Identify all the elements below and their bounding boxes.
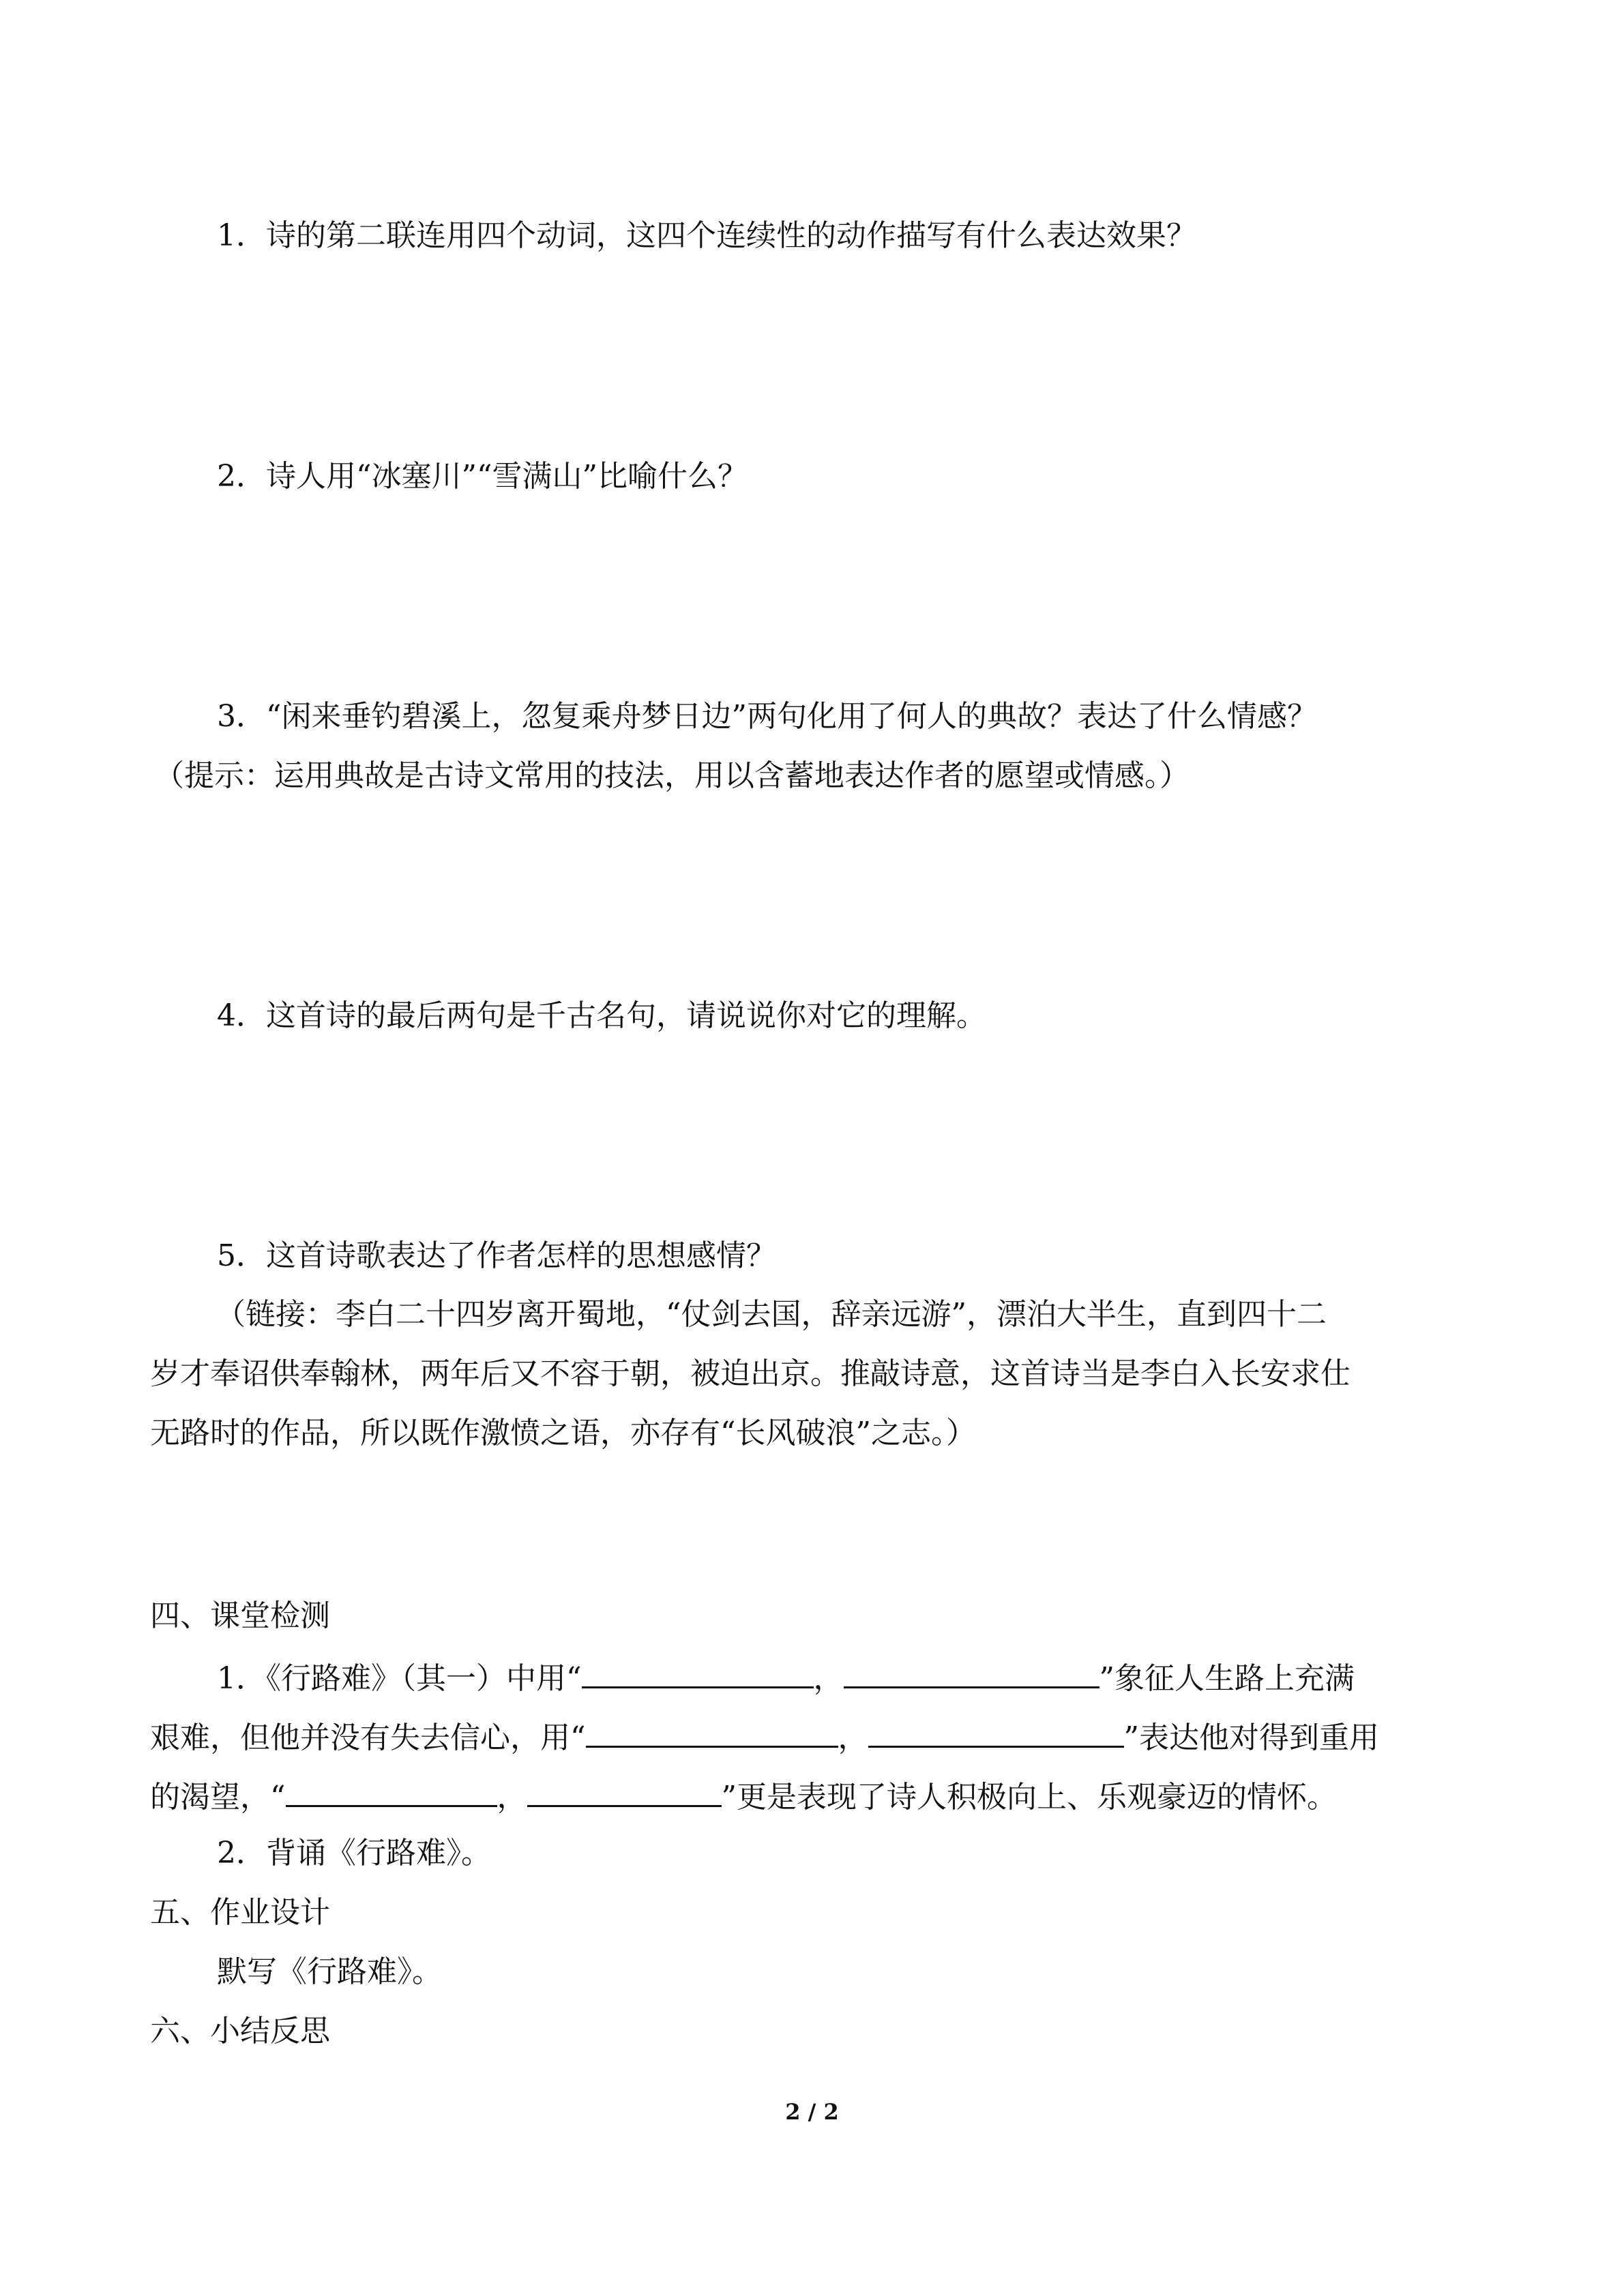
fill-separator: ， bbox=[813, 1661, 844, 1696]
answer-blank[interactable] bbox=[586, 1714, 838, 1748]
question-2: 2．诗人用“冰塞川”“雪满山”比喻什么？ bbox=[217, 459, 748, 494]
question-5-link-line-1: （链接：李白二十四岁离开蜀地，“仗剑去国，辞亲远游”，漂泊大半生，直到四十二 bbox=[216, 1297, 1327, 1332]
fill-text: ”表达他对得到重用 bbox=[1123, 1720, 1379, 1755]
answer-blank[interactable] bbox=[868, 1714, 1124, 1748]
fill-text: ”象征人生路上充满 bbox=[1099, 1661, 1355, 1696]
fill-text: 1．《行路难》（其一）中用“ bbox=[217, 1661, 582, 1696]
fill-text: 的渴望，“ bbox=[150, 1780, 286, 1815]
answer-blank[interactable] bbox=[582, 1655, 814, 1688]
question-4: 4．这首诗的最后两句是千古名句，请说说你对它的理解。 bbox=[217, 998, 986, 1033]
fill-in-item-1-line-2 bbox=[150, 1714, 1379, 1759]
fill-separator: ， bbox=[838, 1720, 868, 1755]
question-3-hint: （提示：运用典故是古诗文常用的技法，用以含蓄地表达作者的愿望或情感。） bbox=[154, 758, 1190, 793]
question-5-link-line-2: 岁才奉诏供奉翰林，两年后又不容于朝，被迫出京。推敲诗意，这首诗当是李白入长安求仕 bbox=[150, 1356, 1350, 1391]
fill-text: ”更是表现了诗人积极向上、乐观豪迈的情怀。 bbox=[721, 1780, 1337, 1815]
answer-blank[interactable] bbox=[286, 1774, 497, 1807]
section-6-heading: 六、小结反思 bbox=[150, 2014, 330, 2048]
fill-separator: ， bbox=[497, 1780, 527, 1815]
page-number: 2 / 2 bbox=[785, 2099, 839, 2125]
section-5-heading: 五、作业设计 bbox=[150, 1895, 330, 1930]
answer-blank[interactable] bbox=[527, 1774, 722, 1807]
section-4-item-2: 2．背诵《行路难》。 bbox=[217, 1836, 491, 1870]
section-5-body: 默写《行路难》。 bbox=[217, 1954, 442, 1989]
section-4-heading: 四、课堂检测 bbox=[150, 1598, 330, 1633]
question-5: 5．这首诗歌表达了作者怎样的思想感情？ bbox=[217, 1238, 776, 1273]
question-5-link-line-3: 无路时的作品，所以既作激愤之语，亦存有“长风破浪”之志。） bbox=[150, 1416, 976, 1450]
answer-blank[interactable] bbox=[844, 1655, 1099, 1688]
question-3-line-1: 3．“闲来垂钓碧溪上，忽复乘舟梦日边”两句化用了何人的典故？表达了什么情感？ bbox=[217, 699, 1317, 734]
question-1: 1．诗的第二联连用四个动词，这四个连续性的动作描写有什么表达效果？ bbox=[217, 218, 1196, 253]
fill-text: 艰难，但他并没有失去信心，用“ bbox=[150, 1720, 586, 1755]
fill-in-item-1-line-3 bbox=[150, 1774, 1337, 1818]
fill-in-item-1-line-1 bbox=[217, 1655, 1355, 1699]
